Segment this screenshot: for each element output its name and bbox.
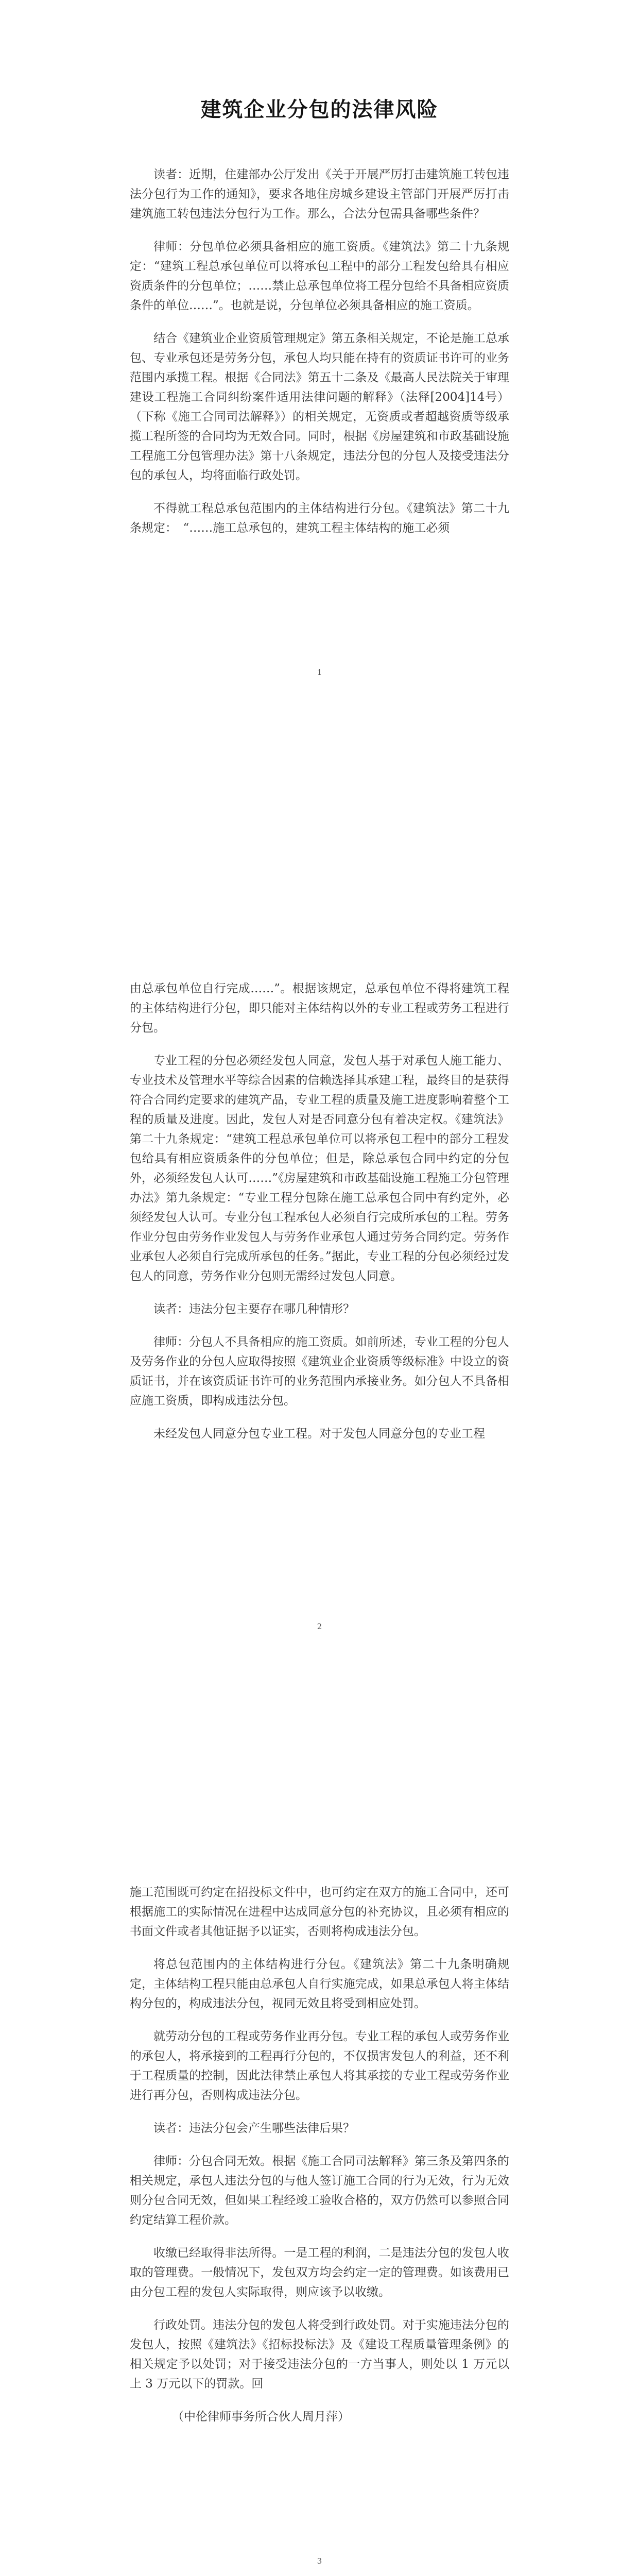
paragraph: 读者：违法分包会产生哪些法律后果？ (153, 2122, 355, 2135)
paragraph: 专业工程的分包必须经发包人同意，发包人基于对承包人施工能力、专业技术及管理水平等综合因素的信赖选择其承建工程，最终目的是获得符合合同约定要求的建筑产品，专业工程的质量及施工进度影响着整个工程的质量及进度。因此，发包人对是否同意分包有着决定权。《建筑法》第二十九条规定：“建筑工程总承包单位可以将承包工程中的部分工程发包给具有相应资质条件的分包单位；但是，除总承包合同中约定的分包外，必须经发包人认可……”《房屋建筑和市政基础设施工程施工分包管理办法》第九条规定：“专业工程分包除在施工总承包合同中有约定外，必须经发包人认可。专业分包工程承包人必须自行完成所承包的工程。劳务作业分包由劳务作业发包人与劳务作业承包人通过劳务合同约定。劳务作业承包人必须自行完成所承包的任务。”据此，专业工程的分包必须经过发包人的同意，劳务作业分包则无需经过发包人同意。 (130, 1054, 509, 1283)
paragraph: 行政处罚。违法分包的发包人将受到行政处罚。对于实施违法分包的发包人，按照《建筑法》《招标投标法》及《建设工程质量管理条例》的相关规定予以处罚；对于接受违法分包的一方当事人，则处以 1 万元以上 3 万元以下的罚款。回 (130, 2318, 509, 2391)
paragraph: 未经发包人同意分包专业工程。对于发包人同意分包的专业工程 (153, 1427, 485, 1440)
page-3 (0, 1807, 639, 2576)
paragraph: 读者：近期，住建部办公厅发出《关于开展严厉打击建筑施工转包违法分包行为工作的通知》，要求各地住房城乡建设主管部门开展严厉打击建筑施工转包违法分包行为工作。那么，合法分包需具备哪些条件？ (130, 168, 509, 221)
paragraph: 施工范围既可约定在招投标文件中，也可约定在双方的施工合同中，还可根据施工的实际情况在进程中达成同意分包的补充协议，且必须有相应的书面文件或者其他证据予以证实，否则将构成违法分包。 (130, 1886, 509, 1938)
page-2 (0, 904, 639, 1807)
paragraph: 收缴已经取得非法所得。一是工程的利润，二是违法分包的发包人收取的管理费。一般情况下，发包双方均会约定一定的管理费。如该费用已由分包工程的发包人实际取得，则应该予以收缴。 (130, 2246, 509, 2299)
paragraph: 律师：分包单位必须具备相应的施工资质。《建筑法》第二十九条规定：“建筑工程总承包单位可以将承包工程中的部分工程发包给具有相应资质条件的分包单位；……禁止总承包单位将工程分包给不具备相应资质条件的单位……”。也就是说，分包单位必须具备相应的施工资质。 (130, 240, 509, 312)
page-2-body (130, 979, 509, 1457)
paragraph: 律师：分包合同无效。根据《施工合同司法解释》第三条及第四条的相关规定，承包人违法分包的与他人签订施工合同的行为无效，行为无效则分包合同无效，但如果工程经竣工验收合格的，双方仍然可以参照合同约定结算工程价款。 (130, 2155, 509, 2227)
paragraph: 结合《建筑业企业资质管理规定》第五条相关规定，不论是施工总承包、专业承包还是劳务分包，承包人均只能在持有的资质证书许可的业务范围内承揽工程。根据《合同法》第五十二条及《最高人民法院关于审理建设工程施工合同纠纷案件适用法律问题的解释》（法释[2004]14号）（下称《施工合同司法解释》）的相关规定，无资质或者超越资质等级承揽工程所签的合同均为无效合同。同时，根据《房屋建筑和市政基础设施工程施工分包管理办法》第十八条规定，违法分包的分包人及接受违法分包的承包人，均将面临行政处罚。 (130, 332, 509, 482)
paragraph: 律师：分包人不具备相应的施工资质。如前所述，专业工程的分包人及劳务作业的分包人应取得按照《建筑业企业资质等级标准》中设立的资质证书，并在该资质证书许可的业务范围内承接业务。如分包人不具备相应施工资质，即构成违法分包。 (130, 1335, 509, 1408)
author-signature: （中伦律师事务所合伙人周月萍） (172, 2410, 350, 2424)
paragraph: 将总包范围内的主体结构进行分包。《建筑法》第二十九条明确规定，主体结构工程只能由总承包人自行实施完成，如果总承包人将主体结构分包的，构成违法分包，视同无效且将受到相应处罚。 (130, 1958, 509, 2010)
page-number: 3 (317, 2556, 322, 2566)
page-3-body (130, 1883, 509, 2440)
paragraph: 不得就工程总承包范围内的主体结构进行分包。《建筑法》第二十九条规定： “……施工总承包的，建筑工程主体结构的施工必须 (130, 502, 509, 535)
page-number: 2 (317, 1622, 322, 1631)
page-number: 1 (317, 668, 322, 677)
page-1-body (130, 165, 509, 551)
paragraph: 由总承包单位自行完成……”。根据该规定，总承包单位不得将建筑工程的主体结构进行分包，即只能对主体结构以外的专业工程或劳务工程进行分包。 (130, 982, 509, 1035)
page-1 (0, 0, 639, 904)
paragraph: 就劳动分包的工程或劳务作业再分包。专业工程的承包人或劳务作业的承包人，将承接到的工程再行分包的，不仅损害发包人的利益，还不利于工程质量的控制，因此法律禁止承包人将其承接的专业工程或劳务作业进行再分包，否则构成违法分包。 (130, 2030, 509, 2102)
paragraph: 读者：违法分包主要存在哪几种情形？ (153, 1302, 355, 1316)
page-title: 建筑企业分包的法律风险 (200, 97, 439, 122)
